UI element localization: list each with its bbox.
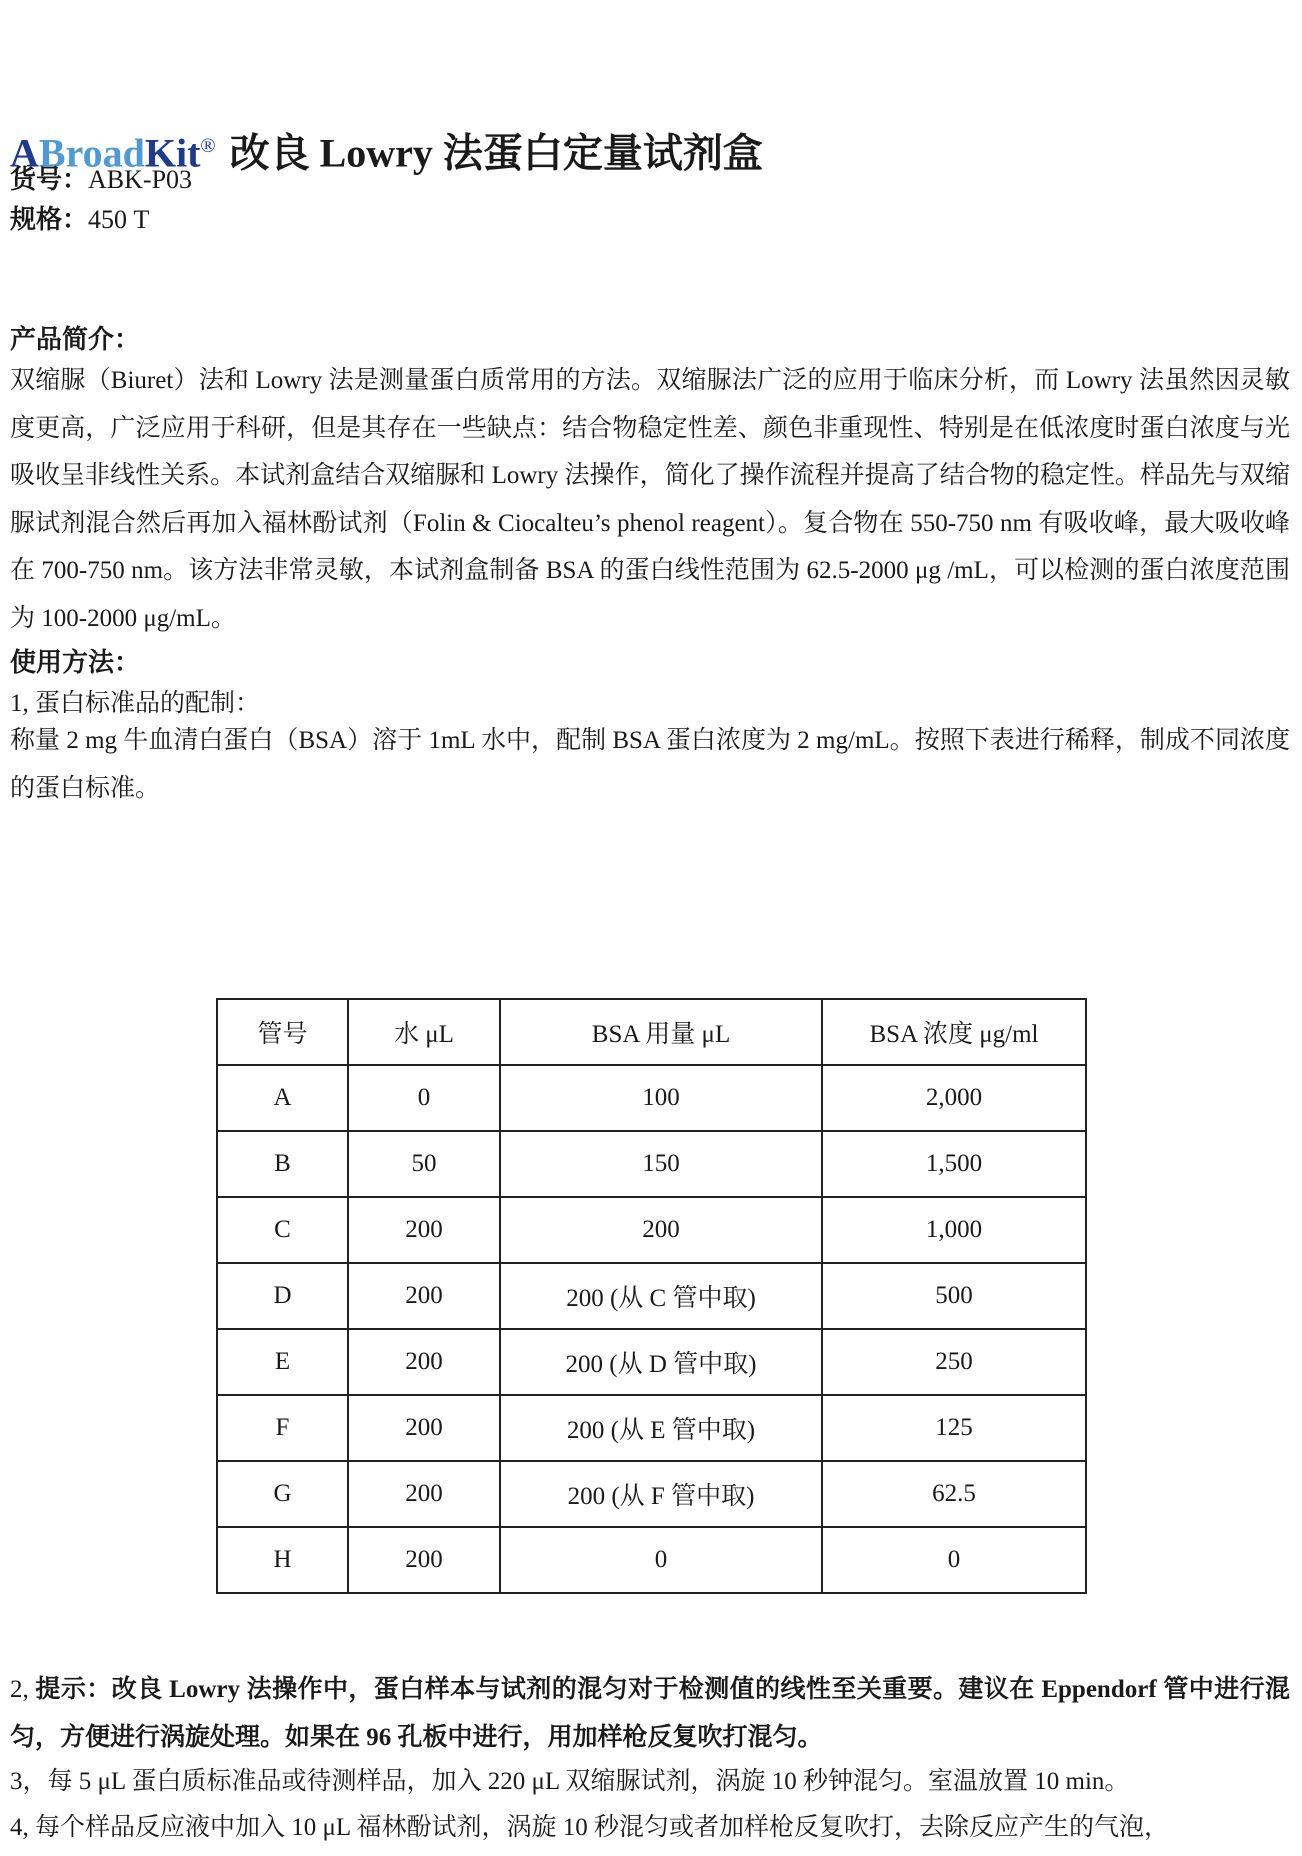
- cell-bsa-volume: 200 (从 F 管中取): [500, 1461, 822, 1527]
- brand-letter-a: A: [10, 130, 39, 176]
- table-row: [217, 1065, 1086, 1131]
- cell-bsa-volume: 200: [500, 1197, 822, 1263]
- step1-title: 1, 蛋白标准品的配制：: [10, 690, 261, 717]
- cell-tube: F: [217, 1395, 348, 1461]
- header-bsa-concentration: BSA 浓度 μg/ml: [822, 999, 1086, 1065]
- cell-water: 200: [348, 1263, 500, 1329]
- cell-bsa-concentration: 125: [822, 1395, 1086, 1461]
- cell-tube: H: [217, 1527, 348, 1593]
- cell-tube: G: [217, 1461, 348, 1527]
- table-row: [217, 1395, 1086, 1461]
- step3-text: 3，每 5 μL 蛋白质标准品或待测样品，加入 220 μL 双缩脲试剂，涡旋 10 秒钟混匀。室温放置 10 min。: [10, 1768, 1130, 1795]
- step2-note: [10, 1666, 1290, 1761]
- cell-bsa-volume: 200 (从 C 管中取): [500, 1263, 822, 1329]
- table-row: [217, 1461, 1086, 1527]
- intro-paragraph: 双缩脲（Biuret）法和 Lowry 法是测量蛋白质常用的方法。双缩脲法广泛的应用于临床分析，而 Lowry 法虽然因灵敏度更高，广泛应用于科研，但是其存在一些缺点：结合物稳定性差、颜色非重现性、特别是在低浓度时蛋白浓度与光吸收呈非线性关系。本试剂盒结合双缩脲和 Lowry 法操作，简化了操作流程并提高了结合物的稳定性。样品先与双缩脲试剂混合然后再加入福林酚试剂（Folin & Ciocalteu’s phenol reagent）。复合物在 550-750 nm 有吸收峰，最大吸收峰在 700-750 nm。该方法非常灵敏，本试剂盒制备 BSA 的蛋白线性范围为 62.5-2000 μg /mL，可以检测的蛋白浓度范围为 100-2000 μg/mL。: [10, 367, 1290, 632]
- table-row: [217, 1197, 1086, 1263]
- cell-bsa-concentration: 1,500: [822, 1131, 1086, 1197]
- specification: [10, 200, 149, 240]
- step4-text: 4, 每个样品反应液中加入 10 μL 福林酚试剂，涡旋 10 秒混匀或者加样枪反复吹打，去除反应产生的气泡，: [10, 1814, 1170, 1841]
- cell-water: 200: [348, 1527, 500, 1593]
- cell-tube: C: [217, 1197, 348, 1263]
- catalog-label: 货号：: [10, 165, 89, 194]
- cell-bsa-volume: 200 (从 E 管中取): [500, 1395, 822, 1461]
- cell-bsa-concentration: 500: [822, 1263, 1086, 1329]
- cell-tube: E: [217, 1329, 348, 1395]
- step1-text: 称量 2 mg 牛血清白蛋白（BSA）溶于 1mL 水中，配制 BSA 蛋白浓度为 2 mg/mL。按照下表进行稀释，制成不同浓度的蛋白标准。: [10, 727, 1290, 802]
- cell-bsa-concentration: 2,000: [822, 1065, 1086, 1131]
- step2-text: 提示：改良 Lowry 法操作中，蛋白样本与试剂的混匀对于检测值的线性至关重要。建议在 Eppendorf 管中进行混匀，方便进行涡旋处理。如果在 96 孔板中进行，用加样枪反复吹打混匀。: [10, 1676, 1290, 1751]
- cell-bsa-volume: 0: [500, 1527, 822, 1593]
- cell-water: 0: [348, 1065, 500, 1131]
- cell-tube: A: [217, 1065, 348, 1131]
- step2-prefix: 2,: [10, 1676, 36, 1703]
- header-tube-no: 管号: [217, 999, 348, 1065]
- table-header-row: [217, 999, 1086, 1065]
- cell-bsa-volume: 100: [500, 1065, 822, 1131]
- cell-tube: D: [217, 1263, 348, 1329]
- cell-water: 200: [348, 1197, 500, 1263]
- table-row: [217, 1329, 1086, 1395]
- cell-water: 200: [348, 1329, 500, 1395]
- cell-water: 200: [348, 1395, 500, 1461]
- cell-bsa-concentration: 1,000: [822, 1197, 1086, 1263]
- cell-bsa-volume: 200 (从 D 管中取): [500, 1329, 822, 1395]
- cell-water: 50: [348, 1131, 500, 1197]
- table-row: [217, 1263, 1086, 1329]
- catalog-number: [10, 160, 192, 200]
- catalog-value: ABK-P03: [88, 165, 193, 194]
- spec-value: 450 T: [88, 205, 150, 234]
- brand-word-broad: Broad: [38, 130, 145, 176]
- usage-heading: 使用方法：: [10, 648, 141, 677]
- title-main-text: 改良 Lowry 法蛋白定量试剂盒: [229, 130, 763, 176]
- table-row: [217, 1131, 1086, 1197]
- cell-water: 200: [348, 1461, 500, 1527]
- cell-tube: B: [217, 1131, 348, 1197]
- cell-bsa-concentration: 0: [822, 1527, 1086, 1593]
- cell-bsa-concentration: 250: [822, 1329, 1086, 1395]
- header-bsa-volume: BSA 用量 μL: [500, 999, 822, 1065]
- brand-word-kit: Kit: [144, 130, 201, 176]
- spec-label: 规格：: [10, 205, 89, 234]
- standard-dilution-table: [216, 998, 1087, 1594]
- cell-bsa-concentration: 62.5: [822, 1461, 1086, 1527]
- registered-mark: ®: [200, 135, 216, 157]
- table-row: [217, 1527, 1086, 1593]
- intro-heading: 产品简介：: [10, 325, 141, 354]
- header-water: 水 μL: [348, 999, 500, 1065]
- cell-bsa-volume: 150: [500, 1131, 822, 1197]
